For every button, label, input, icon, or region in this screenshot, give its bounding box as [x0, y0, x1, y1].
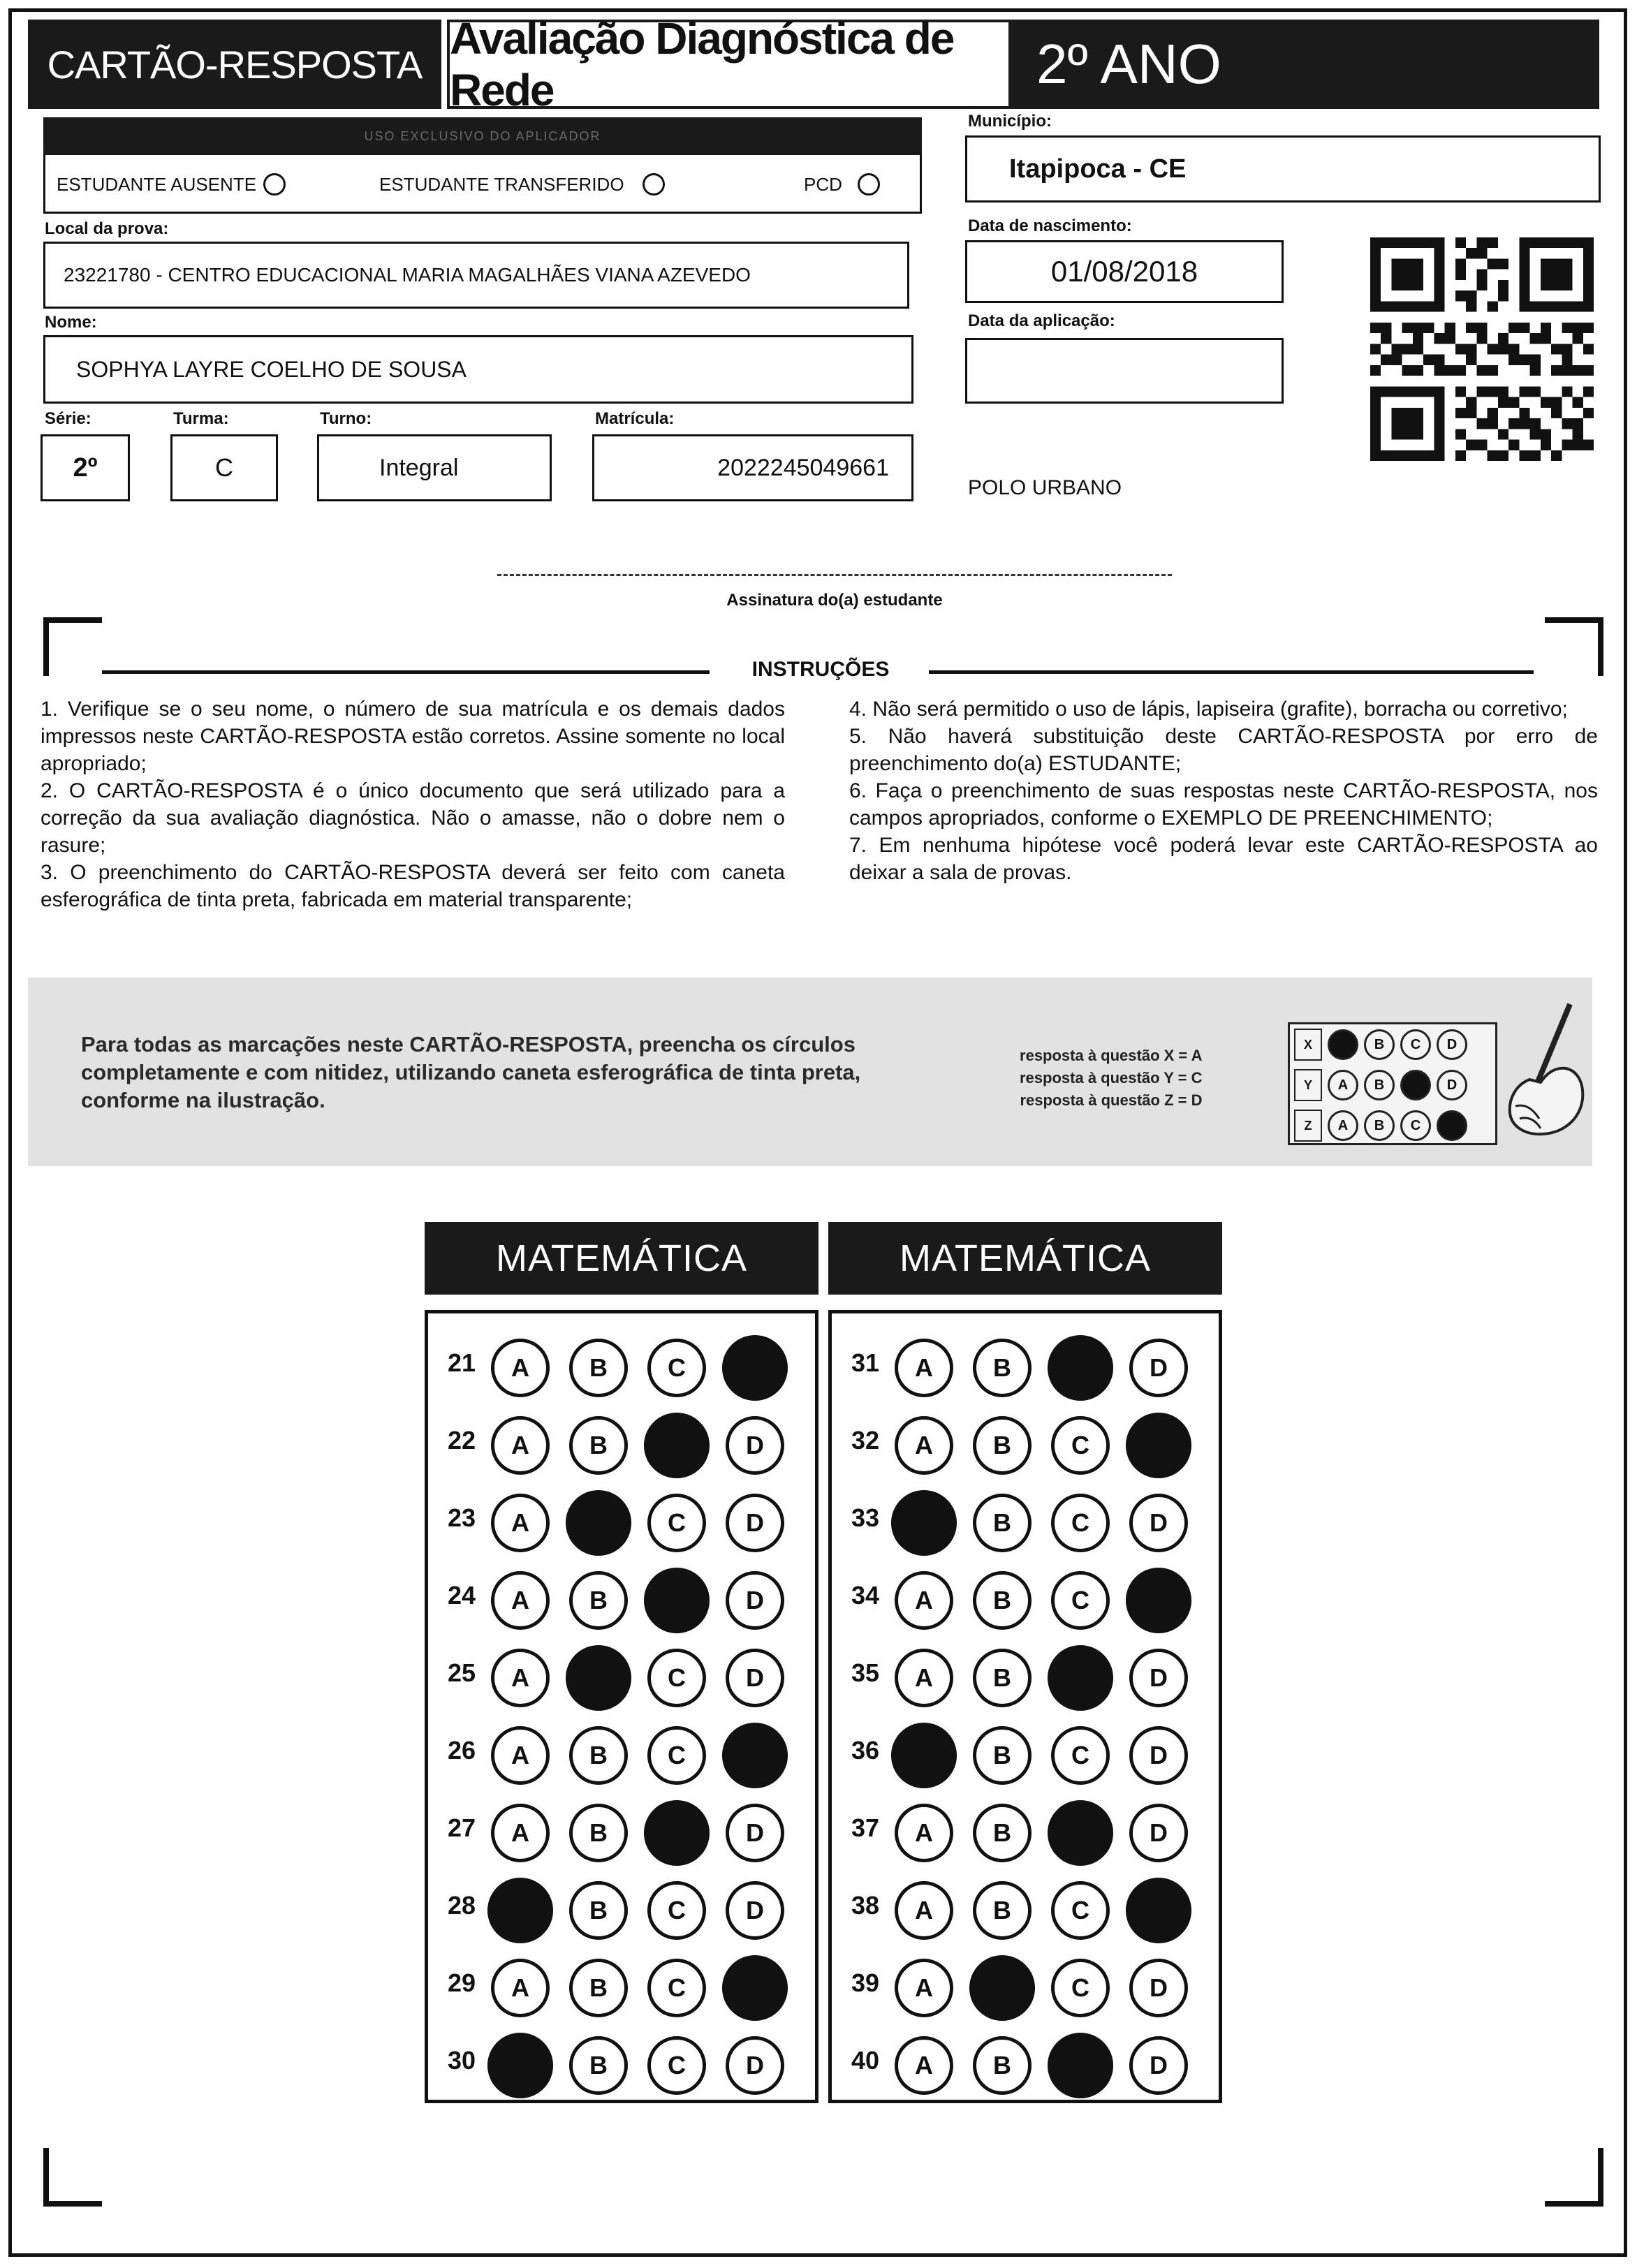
answer-bubble-a[interactable]: A	[895, 1881, 953, 1940]
question-number: 40	[851, 2046, 880, 2075]
turma-box	[170, 434, 278, 501]
subject-header: MATEMÁTICA	[828, 1222, 1222, 1295]
location-box	[43, 242, 909, 309]
pcd-label: PCD	[804, 173, 842, 195]
absent-option[interactable]	[57, 173, 286, 196]
answer-bubble-c[interactable]: C	[647, 1959, 706, 2017]
answer-bubble-c[interactable]: C	[647, 1339, 706, 1397]
example-row	[1290, 1105, 1495, 1146]
question-row	[428, 1406, 815, 1476]
answer-bubble-a[interactable]: A	[895, 1804, 953, 1862]
answer-bubble-b[interactable]: B	[569, 1416, 628, 1475]
answer-bubble-d[interactable]: D	[1129, 1339, 1188, 1397]
turno-label: Turno:	[320, 409, 372, 428]
pcd-circle[interactable]	[858, 173, 880, 196]
answer-bubble-d[interactable]: D	[1129, 1494, 1188, 1552]
answer-bubble-b[interactable]: B	[569, 1881, 628, 1940]
question-number: 27	[447, 1813, 476, 1842]
status-bar: USO EXCLUSIVO DO APLICADOR	[43, 117, 922, 155]
answer-bubble-a[interactable]: A	[895, 1339, 953, 1397]
example-bubble	[1400, 1070, 1431, 1100]
instruction-item: 7. Em nenhuma hipótese você poderá levar este CARTÃO-RESPOSTA ao deixar a sala de provas.	[849, 834, 1598, 884]
answer-bubble-b[interactable]: B	[973, 1494, 1032, 1552]
answer-bubble-b[interactable]: B	[973, 1726, 1032, 1785]
answer-bubble-c[interactable]: C	[1051, 1494, 1110, 1552]
question-row	[428, 1949, 815, 2019]
signature-label: Assinatura do(a) estudante	[726, 591, 943, 610]
status-row	[43, 155, 922, 214]
question-number: 28	[447, 1891, 476, 1920]
municipio-box	[965, 135, 1601, 202]
application-date-label: Data da aplicação:	[968, 311, 1115, 330]
pcd-option[interactable]	[804, 173, 880, 196]
answer-bubble-d[interactable]	[722, 1955, 788, 2021]
answer-bubble-c[interactable]	[644, 1568, 710, 1633]
name-value: SOPHYA LAYRE COELHO DE SOUSA	[76, 356, 467, 382]
instructions-rule	[102, 670, 710, 674]
card-title: CARTÃO-RESPOSTA	[28, 20, 441, 109]
instruction-item: 5. Não haverá substituição deste CARTÃO-RESPOSTA por erro de preenchimento do(a) ESTUDANTE;	[849, 725, 1598, 775]
answer-bubble-d[interactable]: D	[726, 1571, 784, 1630]
question-number: 38	[851, 1891, 880, 1920]
answer-bubble-a[interactable]: A	[895, 2036, 953, 2095]
answer-bubble-c[interactable]: C	[647, 1649, 706, 1707]
answer-bubble-b[interactable]	[566, 1645, 631, 1711]
instructions-left	[41, 695, 785, 913]
matricula-box	[592, 434, 913, 501]
answer-bubble-b[interactable]: B	[569, 1339, 628, 1397]
question-row	[428, 1794, 815, 1864]
answer-bubble-c[interactable]: C	[647, 2036, 706, 2095]
answer-bubble-c[interactable]: C	[1051, 1881, 1110, 1940]
example-line: resposta à questão X = A	[1020, 1047, 1203, 1064]
answer-bubble-a[interactable]: A	[491, 1494, 550, 1552]
answer-bubble-b[interactable]: B	[569, 2036, 628, 2095]
answer-bubble-d[interactable]: D	[726, 1649, 784, 1707]
question-row	[428, 1561, 815, 1631]
question-number: 35	[851, 1658, 880, 1687]
answer-bubble-d[interactable]: D	[1129, 2036, 1188, 2095]
serie-value: 2º	[73, 452, 98, 483]
answer-bubble-d[interactable]: D	[1129, 1959, 1188, 2017]
instruction-item: 4. Não será permitido o uso de lápis, lapiseira (grafite), borracha ou corretivo;	[849, 698, 1568, 721]
matricula-value: 2022245049661	[717, 454, 889, 481]
question-row	[428, 1329, 815, 1399]
answer-bubble-c[interactable]	[1048, 1800, 1113, 1866]
transferred-option[interactable]	[379, 173, 665, 196]
example-grid	[1288, 1022, 1497, 1145]
serie-label: Série:	[45, 409, 91, 428]
example-bubble	[1328, 1029, 1358, 1060]
instruction-item: 6. Faça o preenchimento de suas respostas neste CARTÃO-RESPOSTA, nos campos apropriados, conforme o EXEMPLO DE PREENCHIMENTO;	[849, 779, 1598, 830]
answer-bubble-a[interactable]: A	[895, 1649, 953, 1707]
answer-bubble-d[interactable]: D	[1129, 1649, 1188, 1707]
example-bubble: D	[1437, 1029, 1467, 1060]
instruction-item: 2. O CARTÃO-RESPOSTA é o único documento que será utilizado para a correção da sua avaliação diagnóstica. Não o amasse, não o dobre nem o rasure;	[41, 779, 785, 857]
question-number: 26	[447, 1736, 476, 1765]
question-row	[428, 1716, 815, 1786]
example-key: X	[1294, 1029, 1322, 1061]
answer-bubble-d[interactable]: D	[1129, 1726, 1188, 1785]
answer-bubble-a[interactable]: A	[491, 1804, 550, 1862]
example-line: resposta à questão Y = C	[1020, 1069, 1203, 1087]
corner-mark	[43, 617, 102, 676]
example-bubble	[1437, 1110, 1467, 1141]
answer-bubble-a[interactable]: A	[491, 1416, 550, 1475]
answer-bubble-a[interactable]: A	[491, 1726, 550, 1785]
question-row	[832, 1406, 1219, 1476]
matricula-label: Matrícula:	[595, 409, 675, 428]
answer-bubble-c[interactable]: C	[1051, 1416, 1110, 1475]
answer-bubble-d[interactable]: D	[1129, 1804, 1188, 1862]
instructions-right	[849, 695, 1598, 886]
answer-bubble-b[interactable]: B	[973, 1804, 1032, 1862]
turma-label: Turma:	[173, 409, 229, 428]
municipio-label: Município:	[968, 112, 1052, 131]
answer-bubble-a[interactable]: A	[895, 1571, 953, 1630]
instructions-title: INSTRUÇÕES	[751, 658, 890, 681]
name-box	[43, 335, 913, 404]
question-row	[832, 1484, 1219, 1554]
instruction-item: 1. Verifique se o seu nome, o número de sua matrícula e os demais dados impressos neste CARTÃO-RESPOSTA estão corretos. Assine somente no local apropriado;	[41, 698, 785, 775]
question-number: 22	[447, 1426, 476, 1455]
answer-bubble-d[interactable]	[1126, 1878, 1191, 1943]
answer-bubble-c[interactable]	[1048, 2033, 1113, 2098]
question-row	[428, 1484, 815, 1554]
answer-bubble-a[interactable]: A	[491, 1571, 550, 1630]
answer-bubble-a[interactable]: A	[491, 1339, 550, 1397]
question-row	[832, 2026, 1219, 2096]
question-number: 34	[851, 1581, 880, 1610]
answer-bubble-d[interactable]: D	[726, 1494, 784, 1552]
answer-bubble-a[interactable]	[891, 1723, 957, 1788]
grade-title: 2º ANO	[1011, 20, 1599, 109]
answer-bubble-b[interactable]	[566, 1490, 631, 1556]
answer-bubble-b[interactable]: B	[973, 1339, 1032, 1397]
answer-bubble-d[interactable]	[1126, 1568, 1191, 1633]
example-key: Z	[1294, 1110, 1322, 1142]
answer-bubble-b[interactable]: B	[973, 1649, 1032, 1707]
answer-bubble-c[interactable]: C	[1051, 1959, 1110, 2017]
question-number: 36	[851, 1736, 880, 1765]
answer-bubble-a[interactable]	[487, 1878, 553, 1943]
example-bubble: B	[1364, 1029, 1395, 1060]
example-bubble: C	[1400, 1029, 1431, 1060]
question-number: 30	[447, 2046, 476, 2075]
name-label: Nome:	[45, 313, 97, 332]
question-row	[832, 1871, 1219, 1941]
answer-bubble-a[interactable]: A	[895, 1959, 953, 2017]
question-row	[428, 1639, 815, 1709]
answer-bubble-a[interactable]: A	[491, 1649, 550, 1707]
transferred-circle[interactable]	[643, 173, 665, 196]
municipio-value: Itapipoca - CE	[1009, 154, 1187, 184]
answer-panel	[828, 1310, 1222, 2103]
answer-bubble-b[interactable]: B	[569, 1726, 628, 1785]
hint-text: Para todas as marcações neste CARTÃO-RESPOSTA, preencha os círculos completamente e com nitidez, utilizando caneta esferográfica de tinta preta, conforme na ilustração.	[81, 1032, 861, 1112]
answer-bubble-b[interactable]	[969, 1955, 1035, 2021]
example-row	[1290, 1024, 1495, 1065]
question-number: 33	[851, 1503, 880, 1532]
answer-bubble-c[interactable]	[1048, 1335, 1113, 1401]
location-value: 23221780 - CENTRO EDUCACIONAL MARIA MAGALHÃES VIANA AZEVEDO	[64, 264, 751, 286]
answer-bubble-d[interactable]: D	[726, 2036, 784, 2095]
answer-bubble-b[interactable]: B	[973, 1571, 1032, 1630]
birthdate-value: 01/08/2018	[1050, 255, 1198, 288]
evaluation-title: Avaliação Diagnóstica de Rede	[447, 20, 1011, 109]
question-number: 39	[851, 1968, 880, 1997]
example-bubble: A	[1328, 1070, 1358, 1100]
question-row	[832, 1329, 1219, 1399]
example-bubble: A	[1328, 1110, 1358, 1141]
absent-label: ESTUDANTE AUSENTE	[57, 173, 257, 195]
question-row	[832, 1716, 1219, 1786]
question-number: 31	[851, 1348, 880, 1377]
signature-line[interactable]	[497, 574, 1172, 576]
question-number: 25	[447, 1658, 476, 1687]
example-line: resposta à questão Z = D	[1020, 1091, 1203, 1109]
question-number: 37	[851, 1813, 880, 1842]
example-key: Y	[1294, 1069, 1322, 1101]
question-row	[428, 1871, 815, 1941]
answer-bubble-a[interactable]: A	[895, 1416, 953, 1475]
answer-bubble-d[interactable]	[722, 1335, 788, 1401]
answer-bubble-d[interactable]	[722, 1723, 788, 1788]
corner-mark	[1545, 617, 1603, 676]
subject-header: MATEMÁTICA	[425, 1222, 818, 1295]
question-row	[832, 1949, 1219, 2019]
question-number: 23	[447, 1503, 476, 1532]
answer-bubble-a[interactable]	[891, 1490, 957, 1556]
question-number: 29	[447, 1968, 476, 1997]
example-legend	[1020, 1045, 1202, 1112]
birthdate-box	[965, 240, 1284, 303]
answer-panel	[425, 1310, 818, 2103]
birthdate-label: Data de nascimento:	[968, 216, 1132, 235]
serie-box	[41, 434, 130, 501]
corner-mark	[1545, 2148, 1603, 2207]
example-row	[1290, 1065, 1495, 1105]
question-row	[832, 1561, 1219, 1631]
location-label: Local da prova:	[45, 219, 169, 238]
question-number: 24	[447, 1581, 476, 1610]
question-row	[832, 1639, 1219, 1709]
question-row	[832, 1794, 1219, 1864]
answer-bubble-b[interactable]: B	[569, 1959, 628, 2017]
hand-pen-icon	[1488, 1001, 1585, 1141]
answer-bubble-b[interactable]: B	[973, 2036, 1032, 2095]
instruction-item: 3. O preenchimento do CARTÃO-RESPOSTA deverá ser feito com caneta esferográfica de tinta preta, fabricada em material transparente;	[41, 861, 785, 911]
answer-bubble-c[interactable]: C	[1051, 1571, 1110, 1630]
answer-bubble-c[interactable]: C	[647, 1726, 706, 1785]
answer-bubble-c[interactable]: C	[1051, 1726, 1110, 1785]
answer-bubble-a[interactable]: A	[491, 1959, 550, 2017]
answer-bubble-c[interactable]	[644, 1800, 710, 1866]
corner-mark	[43, 2148, 102, 2207]
question-row	[428, 2026, 815, 2096]
answer-bubble-c[interactable]	[1048, 1645, 1113, 1711]
example-bubble: C	[1400, 1110, 1431, 1141]
turma-value: C	[215, 453, 233, 482]
transferred-label: ESTUDANTE TRANSFERIDO	[379, 173, 624, 195]
answer-bubble-a[interactable]	[487, 2033, 553, 2098]
polo-text: POLO URBANO	[968, 476, 1122, 499]
answer-bubble-d[interactable]: D	[726, 1881, 784, 1940]
answer-bubble-b[interactable]: B	[569, 1571, 628, 1630]
example-bubble: B	[1364, 1110, 1395, 1141]
answer-bubble-d[interactable]: D	[726, 1804, 784, 1862]
turno-box	[317, 434, 552, 501]
answer-bubble-c[interactable]: C	[647, 1881, 706, 1940]
question-number: 32	[851, 1426, 880, 1455]
absent-circle[interactable]	[263, 173, 286, 196]
qr-code-icon	[1370, 237, 1594, 461]
answer-bubble-d[interactable]	[1126, 1413, 1191, 1478]
answer-bubble-c[interactable]	[644, 1413, 710, 1478]
example-bubble: D	[1437, 1070, 1467, 1100]
answer-bubble-b[interactable]: B	[973, 1416, 1032, 1475]
turno-value: Integral	[379, 454, 459, 481]
answer-bubble-b[interactable]: B	[569, 1804, 628, 1862]
answer-bubble-b[interactable]: B	[973, 1881, 1032, 1940]
example-bubble: B	[1364, 1070, 1395, 1100]
application-date-box[interactable]	[965, 338, 1284, 404]
question-number: 21	[447, 1348, 476, 1377]
instructions-rule	[929, 670, 1534, 674]
answer-bubble-d[interactable]: D	[726, 1416, 784, 1475]
answer-bubble-c[interactable]: C	[647, 1494, 706, 1552]
